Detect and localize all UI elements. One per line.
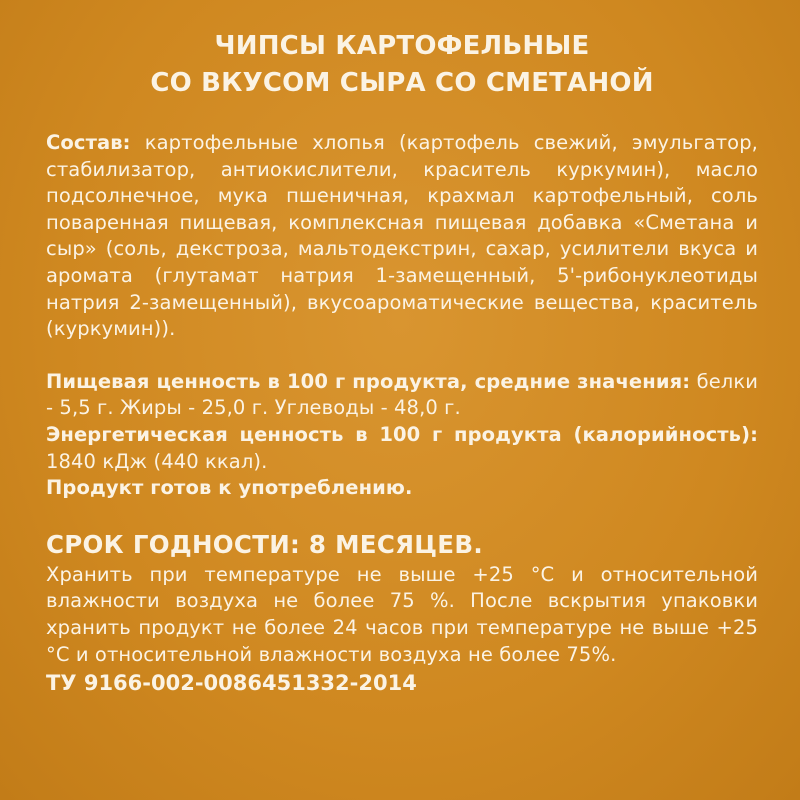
product-title xyxy=(46,28,758,102)
composition-text: картофельные хлопья (картофель свежий, эмульгатор, стабилизатор, антиокислители, краситель куркумин), масло подсолнечное, мука пшеничная, крахмал картофельный, соль поваренная пищевая, комплексная пищевая добавка «Сметана и сыр» (соль, декстроза, мальтодекстрин, сахар, усилители вкуса и аромата (глутамат натрия 1-замещенный, 5'-рибонуклеотиды натрия 2-замещенный), вкусоароматические вещества, краситель (куркумин)). xyxy=(46,131,758,341)
ready-to-eat-note: Продукт готов к употреблению. xyxy=(46,476,413,500)
spacer xyxy=(46,343,758,369)
energy-paragraph xyxy=(46,422,758,475)
shelf-life-title: СРОК ГОДНОСТИ: 8 МЕСЯЦЕВ. xyxy=(46,529,483,559)
nutrition-paragraph xyxy=(46,369,758,422)
composition-label: Состав: xyxy=(46,131,131,154)
energy-label: Энергетическая ценность в 100 г продукта (калорийность): xyxy=(46,422,758,446)
product-title-line-2: СО ВКУСОМ СЫРА СО СМЕТАНОЙ xyxy=(150,68,654,98)
technical-standard: ТУ 9166-002-0086451332-2014 xyxy=(46,671,417,696)
energy-value: 1840 кДж (440 ккал). xyxy=(46,449,268,473)
spacer xyxy=(46,502,758,528)
product-title-line-1: ЧИПСЫ КАРТОФЕЛЬНЫЕ xyxy=(214,31,590,61)
nutrition-values: белки - 5,5 г. Жиры - 25,0 г. Углеводы - 48,0 г. xyxy=(46,369,758,420)
nutrition-label: Пищевая ценность в 100 г продукта, средние значения: xyxy=(46,369,691,393)
storage-conditions: Хранить при температуре не выше +25 °С и относительной влажности воздуха не более 75 %. После вскрытия упаковки хранить продукт не более 24 часов при температуре не выше +25 °С и относительной влажности воздуха не более 75%. xyxy=(46,562,758,666)
composition-paragraph xyxy=(46,130,758,343)
